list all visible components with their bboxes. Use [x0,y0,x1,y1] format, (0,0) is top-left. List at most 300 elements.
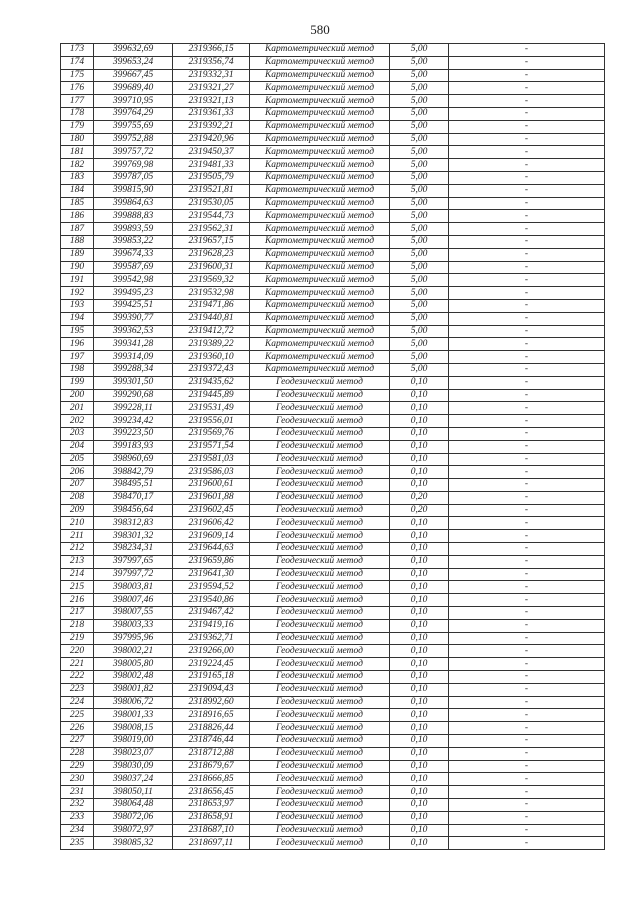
accuracy-cell: 0,10 [390,645,449,658]
accuracy-cell: 5,00 [390,159,449,172]
y-coordinate-cell: 2319600,61 [173,479,250,492]
table-row [61,517,605,530]
x-coordinate-cell: 399542,98 [94,274,173,287]
y-coordinate-cell: 2318666,85 [173,773,250,786]
table-row [61,287,605,300]
y-coordinate-cell: 2319440,81 [173,312,250,325]
note-cell: - [449,351,605,364]
method-cell: Геодезический метод [250,760,390,773]
note-cell: - [449,479,605,492]
method-cell: Картометрический метод [250,95,390,108]
table-row [61,696,605,709]
x-coordinate-cell: 399425,51 [94,299,173,312]
accuracy-cell: 5,00 [390,197,449,210]
accuracy-cell: 5,00 [390,351,449,364]
table-row [61,146,605,159]
accuracy-cell: 0,10 [390,440,449,453]
x-coordinate-cell: 399341,28 [94,338,173,351]
table-row [61,184,605,197]
note-cell: - [449,811,605,824]
x-coordinate-cell: 398019,00 [94,735,173,748]
method-cell: Геодезический метод [250,837,390,850]
point-number-cell: 218 [61,619,94,632]
point-number-cell: 173 [61,44,94,57]
accuracy-cell: 0,10 [390,632,449,645]
x-coordinate-cell: 398001,82 [94,683,173,696]
point-number-cell: 201 [61,402,94,415]
y-coordinate-cell: 2319657,15 [173,235,250,248]
x-coordinate-cell: 399893,59 [94,223,173,236]
method-cell: Геодезический метод [250,555,390,568]
point-number-cell: 198 [61,363,94,376]
note-cell: - [449,568,605,581]
x-coordinate-cell: 399787,05 [94,171,173,184]
y-coordinate-cell: 2319609,14 [173,530,250,543]
table-row [61,171,605,184]
y-coordinate-cell: 2319321,27 [173,82,250,95]
method-cell: Геодезический метод [250,607,390,620]
x-coordinate-cell: 398006,72 [94,696,173,709]
x-coordinate-cell: 399632,69 [94,44,173,57]
table-row [61,491,605,504]
coordinates-table-body [61,44,605,850]
note-cell: - [449,376,605,389]
y-coordinate-cell: 2319556,01 [173,415,250,428]
x-coordinate-cell: 398030,09 [94,760,173,773]
point-number-cell: 187 [61,223,94,236]
note-cell: - [449,735,605,748]
note-cell: - [449,530,605,543]
method-cell: Картометрический метод [250,223,390,236]
method-cell: Геодезический метод [250,517,390,530]
method-cell: Геодезический метод [250,632,390,645]
method-cell: Геодезический метод [250,671,390,684]
table-row [61,671,605,684]
table-row [61,555,605,568]
accuracy-cell: 5,00 [390,325,449,338]
method-cell: Картометрический метод [250,351,390,364]
table-row [61,632,605,645]
method-cell: Геодезический метод [250,658,390,671]
y-coordinate-cell: 2319321,13 [173,95,250,108]
y-coordinate-cell: 2319540,86 [173,594,250,607]
point-number-cell: 177 [61,95,94,108]
method-cell: Картометрический метод [250,133,390,146]
x-coordinate-cell: 399689,40 [94,82,173,95]
point-number-cell: 190 [61,261,94,274]
method-cell: Геодезический метод [250,645,390,658]
table-row [61,235,605,248]
accuracy-cell: 0,10 [390,696,449,709]
accuracy-cell: 5,00 [390,82,449,95]
note-cell: - [449,402,605,415]
accuracy-cell: 0,10 [390,555,449,568]
accuracy-cell: 0,20 [390,491,449,504]
table-row [61,82,605,95]
note-cell: - [449,683,605,696]
note-cell: - [449,261,605,274]
point-number-cell: 203 [61,427,94,440]
y-coordinate-cell: 2319471,86 [173,299,250,312]
x-coordinate-cell: 397997,72 [94,568,173,581]
y-coordinate-cell: 2319628,23 [173,248,250,261]
point-number-cell: 224 [61,696,94,709]
point-number-cell: 212 [61,543,94,556]
note-cell: - [449,338,605,351]
method-cell: Геодезический метод [250,402,390,415]
table-row [61,107,605,120]
table-row [61,568,605,581]
note-cell: - [449,44,605,57]
note-cell: - [449,363,605,376]
method-cell: Геодезический метод [250,735,390,748]
accuracy-cell: 5,00 [390,210,449,223]
x-coordinate-cell: 399314,09 [94,351,173,364]
method-cell: Картометрический метод [250,159,390,172]
accuracy-cell: 0,20 [390,504,449,517]
note-cell: - [449,824,605,837]
y-coordinate-cell: 2318653,97 [173,799,250,812]
method-cell: Картометрический метод [250,210,390,223]
x-coordinate-cell: 397995,96 [94,632,173,645]
method-cell: Картометрический метод [250,197,390,210]
table-row [61,363,605,376]
note-cell: - [449,581,605,594]
note-cell: - [449,517,605,530]
accuracy-cell: 5,00 [390,120,449,133]
x-coordinate-cell: 399223,50 [94,427,173,440]
point-number-cell: 174 [61,56,94,69]
table-row [61,389,605,402]
table-row [61,581,605,594]
note-cell: - [449,837,605,850]
method-cell: Геодезический метод [250,824,390,837]
method-cell: Картометрический метод [250,274,390,287]
y-coordinate-cell: 2319530,05 [173,197,250,210]
y-coordinate-cell: 2319521,81 [173,184,250,197]
table-row [61,479,605,492]
method-cell: Геодезический метод [250,786,390,799]
table-row [61,402,605,415]
note-cell: - [449,223,605,236]
point-number-cell: 214 [61,568,94,581]
note-cell: - [449,299,605,312]
point-number-cell: 192 [61,287,94,300]
x-coordinate-cell: 399757,72 [94,146,173,159]
point-number-cell: 227 [61,735,94,748]
method-cell: Геодезический метод [250,530,390,543]
accuracy-cell: 5,00 [390,235,449,248]
method-cell: Картометрический метод [250,248,390,261]
y-coordinate-cell: 2319571,54 [173,440,250,453]
method-cell: Геодезический метод [250,479,390,492]
method-cell: Геодезический метод [250,453,390,466]
note-cell: - [449,171,605,184]
method-cell: Геодезический метод [250,415,390,428]
y-coordinate-cell: 2319659,86 [173,555,250,568]
method-cell: Картометрический метод [250,287,390,300]
method-cell: Картометрический метод [250,171,390,184]
accuracy-cell: 0,10 [390,517,449,530]
x-coordinate-cell: 399362,53 [94,325,173,338]
x-coordinate-cell: 397997,65 [94,555,173,568]
accuracy-cell: 0,10 [390,402,449,415]
x-coordinate-cell: 399864,63 [94,197,173,210]
y-coordinate-cell: 2318656,45 [173,786,250,799]
y-coordinate-cell: 2319641,30 [173,568,250,581]
x-coordinate-cell: 398301,32 [94,530,173,543]
x-coordinate-cell: 399495,23 [94,287,173,300]
accuracy-cell: 5,00 [390,56,449,69]
table-row [61,325,605,338]
point-number-cell: 195 [61,325,94,338]
accuracy-cell: 5,00 [390,44,449,57]
accuracy-cell: 0,10 [390,389,449,402]
method-cell: Геодезический метод [250,747,390,760]
table-row [61,619,605,632]
point-number-cell: 191 [61,274,94,287]
accuracy-cell: 0,10 [390,607,449,620]
table-row [61,248,605,261]
accuracy-cell: 0,10 [390,824,449,837]
point-number-cell: 200 [61,389,94,402]
note-cell: - [449,491,605,504]
y-coordinate-cell: 2319586,03 [173,466,250,479]
method-cell: Картометрический метод [250,69,390,82]
accuracy-cell: 0,10 [390,415,449,428]
point-number-cell: 202 [61,415,94,428]
note-cell: - [449,197,605,210]
accuracy-cell: 5,00 [390,312,449,325]
table-row [61,504,605,517]
note-cell: - [449,555,605,568]
y-coordinate-cell: 2318826,44 [173,722,250,735]
x-coordinate-cell: 399888,83 [94,210,173,223]
x-coordinate-cell: 398085,32 [94,837,173,850]
note-cell: - [449,274,605,287]
table-row [61,786,605,799]
y-coordinate-cell: 2319569,32 [173,274,250,287]
note-cell: - [449,184,605,197]
y-coordinate-cell: 2319602,45 [173,504,250,517]
x-coordinate-cell: 399228,11 [94,402,173,415]
x-coordinate-cell: 398842,79 [94,466,173,479]
table-row [61,338,605,351]
point-number-cell: 229 [61,760,94,773]
note-cell: - [449,415,605,428]
point-number-cell: 210 [61,517,94,530]
method-cell: Картометрический метод [250,363,390,376]
x-coordinate-cell: 399390,77 [94,312,173,325]
table-row [61,760,605,773]
accuracy-cell: 5,00 [390,248,449,261]
table-row [61,594,605,607]
method-cell: Геодезический метод [250,594,390,607]
point-number-cell: 180 [61,133,94,146]
method-cell: Картометрический метод [250,82,390,95]
method-cell: Геодезический метод [250,709,390,722]
accuracy-cell: 0,10 [390,466,449,479]
note-cell: - [449,146,605,159]
y-coordinate-cell: 2319467,42 [173,607,250,620]
method-cell: Картометрический метод [250,235,390,248]
x-coordinate-cell: 399290,68 [94,389,173,402]
y-coordinate-cell: 2319594,52 [173,581,250,594]
table-row [61,299,605,312]
x-coordinate-cell: 398072,06 [94,811,173,824]
note-cell: - [449,133,605,146]
note-cell: - [449,120,605,133]
x-coordinate-cell: 399667,45 [94,69,173,82]
accuracy-cell: 0,10 [390,735,449,748]
y-coordinate-cell: 2319505,79 [173,171,250,184]
point-number-cell: 181 [61,146,94,159]
x-coordinate-cell: 398008,15 [94,722,173,735]
note-cell: - [449,773,605,786]
point-number-cell: 204 [61,440,94,453]
point-number-cell: 220 [61,645,94,658]
y-coordinate-cell: 2318712,88 [173,747,250,760]
accuracy-cell: 5,00 [390,274,449,287]
note-cell: - [449,645,605,658]
y-coordinate-cell: 2319412,72 [173,325,250,338]
y-coordinate-cell: 2319165,18 [173,671,250,684]
y-coordinate-cell: 2319332,31 [173,69,250,82]
x-coordinate-cell: 399234,42 [94,415,173,428]
point-number-cell: 188 [61,235,94,248]
point-number-cell: 228 [61,747,94,760]
accuracy-cell: 0,10 [390,811,449,824]
method-cell: Геодезический метод [250,504,390,517]
point-number-cell: 213 [61,555,94,568]
point-number-cell: 217 [61,607,94,620]
x-coordinate-cell: 398005,80 [94,658,173,671]
method-cell: Геодезический метод [250,581,390,594]
accuracy-cell: 0,10 [390,722,449,735]
y-coordinate-cell: 2319435,62 [173,376,250,389]
accuracy-cell: 5,00 [390,299,449,312]
table-row [61,735,605,748]
accuracy-cell: 0,10 [390,786,449,799]
accuracy-cell: 5,00 [390,133,449,146]
point-number-cell: 184 [61,184,94,197]
x-coordinate-cell: 398003,33 [94,619,173,632]
point-number-cell: 176 [61,82,94,95]
y-coordinate-cell: 2318746,44 [173,735,250,748]
point-number-cell: 226 [61,722,94,735]
method-cell: Картометрический метод [250,107,390,120]
method-cell: Геодезический метод [250,543,390,556]
table-row [61,351,605,364]
table-row [61,95,605,108]
x-coordinate-cell: 399752,88 [94,133,173,146]
x-coordinate-cell: 398234,31 [94,543,173,556]
point-number-cell: 186 [61,210,94,223]
accuracy-cell: 0,10 [390,760,449,773]
point-number-cell: 182 [61,159,94,172]
table-row [61,312,605,325]
table-row [61,261,605,274]
accuracy-cell: 5,00 [390,95,449,108]
accuracy-cell: 5,00 [390,223,449,236]
table-row [61,159,605,172]
note-cell: - [449,312,605,325]
note-cell: - [449,466,605,479]
note-cell: - [449,632,605,645]
method-cell: Картометрический метод [250,299,390,312]
note-cell: - [449,248,605,261]
point-number-cell: 206 [61,466,94,479]
x-coordinate-cell: 399674,33 [94,248,173,261]
accuracy-cell: 5,00 [390,107,449,120]
x-coordinate-cell: 398023,07 [94,747,173,760]
x-coordinate-cell: 398064,48 [94,799,173,812]
accuracy-cell: 0,10 [390,479,449,492]
method-cell: Картометрический метод [250,44,390,57]
x-coordinate-cell: 398456,64 [94,504,173,517]
table-row [61,799,605,812]
y-coordinate-cell: 2319362,71 [173,632,250,645]
method-cell: Геодезический метод [250,376,390,389]
note-cell: - [449,671,605,684]
table-row [61,197,605,210]
note-cell: - [449,95,605,108]
x-coordinate-cell: 398050,11 [94,786,173,799]
accuracy-cell: 5,00 [390,171,449,184]
point-number-cell: 211 [61,530,94,543]
x-coordinate-cell: 398002,21 [94,645,173,658]
table-row [61,530,605,543]
point-number-cell: 189 [61,248,94,261]
method-cell: Картометрический метод [250,325,390,338]
note-cell: - [449,235,605,248]
x-coordinate-cell: 399653,24 [94,56,173,69]
y-coordinate-cell: 2318679,67 [173,760,250,773]
table-row [61,210,605,223]
table-row [61,69,605,82]
accuracy-cell: 0,10 [390,747,449,760]
note-cell: - [449,440,605,453]
accuracy-cell: 0,10 [390,837,449,850]
y-coordinate-cell: 2319094,43 [173,683,250,696]
y-coordinate-cell: 2319224,45 [173,658,250,671]
table-row [61,837,605,850]
table-row [61,683,605,696]
point-number-cell: 233 [61,811,94,824]
y-coordinate-cell: 2319445,89 [173,389,250,402]
accuracy-cell: 0,10 [390,658,449,671]
point-number-cell: 234 [61,824,94,837]
note-cell: - [449,709,605,722]
note-cell: - [449,504,605,517]
x-coordinate-cell: 399764,29 [94,107,173,120]
point-number-cell: 223 [61,683,94,696]
y-coordinate-cell: 2319606,42 [173,517,250,530]
y-coordinate-cell: 2319481,33 [173,159,250,172]
x-coordinate-cell: 399815,90 [94,184,173,197]
y-coordinate-cell: 2319532,98 [173,287,250,300]
note-cell: - [449,159,605,172]
note-cell: - [449,56,605,69]
method-cell: Картометрический метод [250,120,390,133]
note-cell: - [449,82,605,95]
method-cell: Геодезический метод [250,722,390,735]
method-cell: Геодезический метод [250,696,390,709]
note-cell: - [449,107,605,120]
table-row [61,274,605,287]
note-cell: - [449,696,605,709]
point-number-cell: 208 [61,491,94,504]
